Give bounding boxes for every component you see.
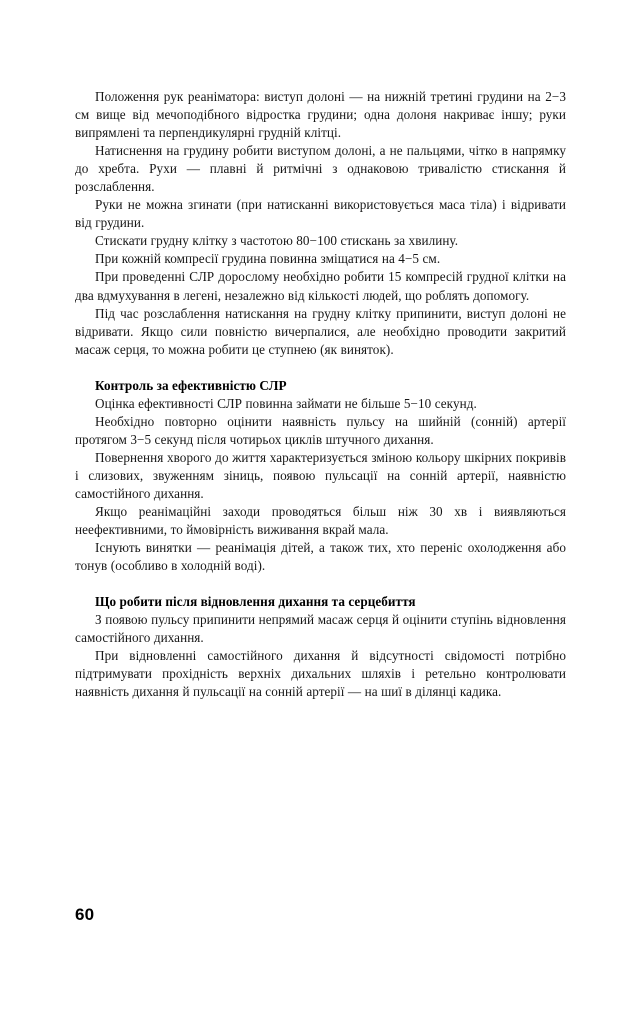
page-text-column (75, 88, 566, 702)
body-paragraph: Необхідно повторно оцінити наявність пульсу на шийній (сонній) артерії протягом 3−5 секунд після чотирьох циклів штучного дихання. (75, 413, 566, 447)
body-paragraph: Якщо реанімаційні заходи проводяться більш ніж 30 хв і виявляються неефективними, то ймовірність виживання вкрай мала. (75, 504, 566, 538)
section-spacer (75, 575, 566, 593)
body-paragraph: Руки не можна згинати (при натисканні використовується маса тіла) і відривати від грудини. (75, 197, 566, 231)
body-paragraph: Оцінка ефективності СЛР повинна займати не більше 5−10 секунд. (95, 395, 477, 411)
body-paragraph: При кожній компресії грудина повинна зміщатися на 4−5 см. (95, 251, 441, 267)
page-number: 60 (75, 905, 95, 924)
body-paragraph: Існують винятки — реанімація дітей, а також тих, хто переніс охолодження або тонув (особливо в холодній воді). (75, 540, 566, 574)
body-paragraph: Натиснення на грудину робити виступом долоні, а не пальцями, чітко в напрямку до хребта. Рухи — плавні й ритмічні з однаковою тривалістю стискання й розслаблення. (75, 143, 566, 195)
section-spacer (75, 359, 566, 377)
body-paragraph: При відновленні самостійного дихання й відсутності свідомості потрібно підтримувати прохідність верхніх дихальних шляхів і ретельно контролювати наявність дихання й пульсації на сонній артерії — на шиї в ділянці кадика. (75, 648, 566, 700)
body-paragraph: Під час розслаблення натискання на грудну клітку припинити, виступ долоні не відривати. Якщо сили повністю вичерпалися, але необхідно проводити закритий масаж серця, то можна робити це ступнею (як виняток). (75, 305, 566, 357)
body-paragraph: Повернення хворого до життя характеризується зміною кольору шкірних покривів і слизових, звуженням зіниць, появою пульсації на сонній артерії, наявністю самостійного дихання. (75, 449, 566, 501)
body-paragraph: При проведенні СЛР дорослому необхідно робити 15 компресій грудної клітки на два вдмухування в легені, незалежно від кількості людей, що роблять допомогу. (75, 269, 566, 303)
body-paragraph: Положення рук реаніматора: виступ долоні — на нижній третині грудини на 2−3 см вище від мечоподібного відростка грудини; одна долоня накриває іншу; руки випрямлені та перпендикулярні грудній клітці. (75, 89, 566, 141)
section-heading: Що робити після відновлення дихання та серцебиття (95, 594, 416, 610)
body-paragraph: З появою пульсу припинити непрямий масаж серця й оцінити ступінь відновлення самостійного дихання. (75, 612, 566, 646)
body-paragraph: Стискати грудну клітку з частотою 80−100 стискань за хвилину. (95, 233, 459, 249)
section-heading: Контроль за ефективністю СЛР (95, 377, 287, 393)
